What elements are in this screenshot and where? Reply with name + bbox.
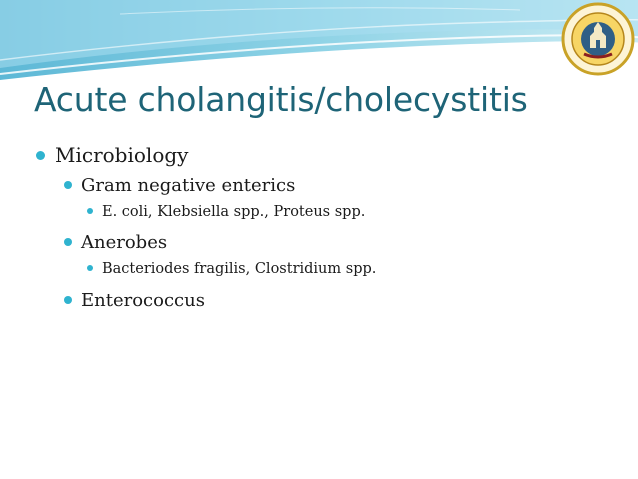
bullet-gram-negative (64, 175, 295, 196)
bullet-text: Enterococcus (81, 290, 205, 311)
decorative-wave-band (0, 0, 638, 80)
bullet-anerobes-examples (87, 261, 376, 277)
bullet-text: E. coli, Klebsiella spp., Proteus spp. (102, 204, 366, 220)
bullet-dot-icon (36, 151, 45, 160)
bullet-anerobes (64, 232, 167, 253)
bullet-text: Anerobes (81, 232, 168, 253)
bullet-dot-icon (64, 238, 72, 246)
bullet-text: Microbiology (55, 143, 189, 167)
bullet-microbiology (36, 143, 188, 167)
bullet-dot-icon (87, 208, 93, 214)
university-seal-logo (560, 2, 636, 76)
bullet-text: Bacteriodes fragilis, Clostridium spp. (102, 261, 377, 277)
bullet-gram-negative-examples (87, 204, 365, 220)
bullet-text: Gram negative enterics (81, 175, 296, 196)
slide-title: Acute cholangitis/cholecystitis (34, 80, 528, 119)
bullet-enterococcus (64, 290, 205, 311)
bullet-dot-icon (87, 265, 93, 271)
bullet-dot-icon (64, 296, 72, 304)
bullet-dot-icon (64, 181, 72, 189)
